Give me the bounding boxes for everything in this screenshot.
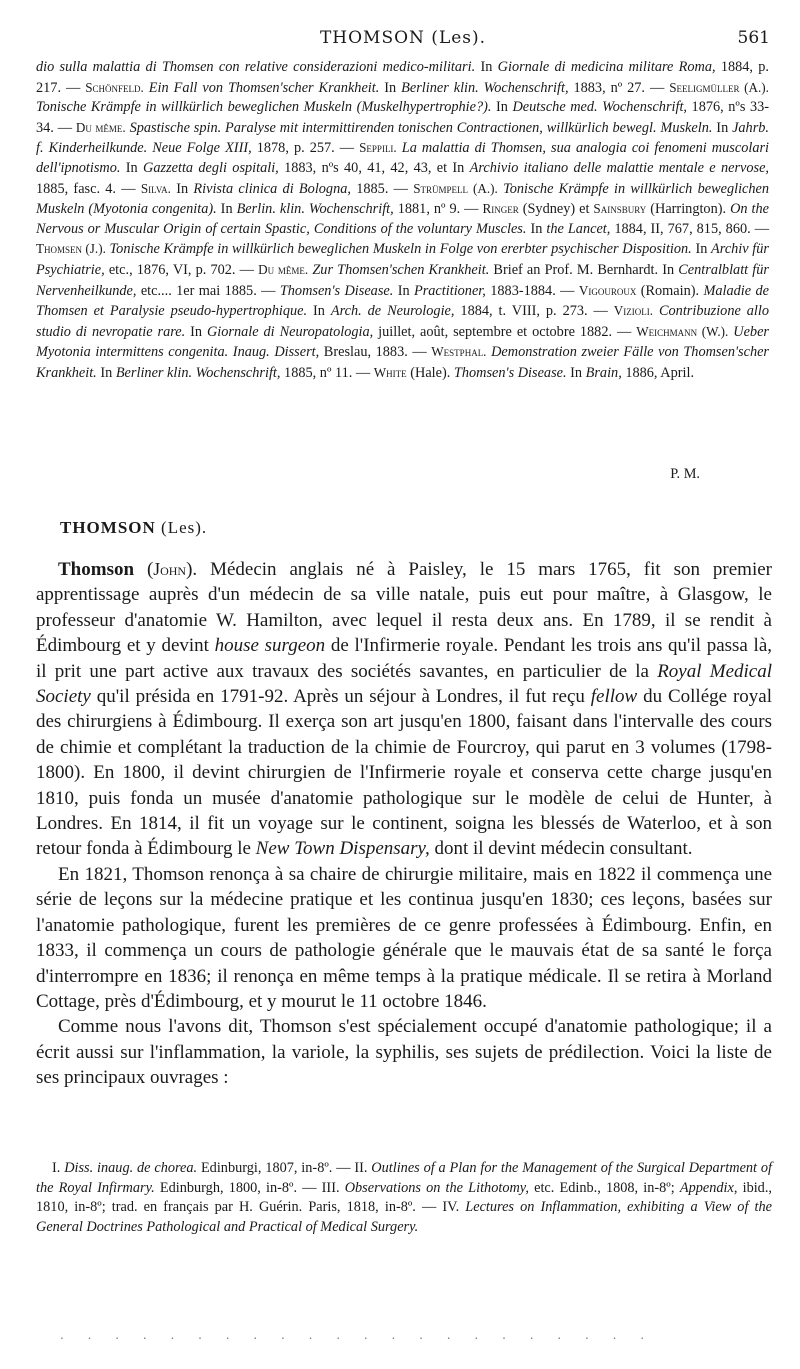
text-run: etc.... 1er mai 1885. — (136, 282, 280, 299)
biography-text (36, 557, 772, 1091)
italic-title: Tonische Krämpfe in willkürlich beweglichen Muskeln (Myotonia congenita). (36, 180, 770, 218)
works-paragraph (36, 1159, 772, 1237)
text-run: juillet, août, septembre et octobre 1882. — (373, 323, 637, 340)
text-run: qu'il présida en 1791-92. Après un séjour à Londres, il fut reçu (90, 686, 591, 708)
page-number: 561 (737, 28, 770, 48)
italic-title: the Lancet, (546, 220, 611, 237)
italic-title: Centralblatt für Nervenheilkunde, (36, 261, 769, 299)
text-run: 1883-1884. — (485, 282, 579, 299)
author-signature: P. M. (670, 466, 700, 482)
biography-paragraph (36, 862, 772, 1014)
italic-title: Giornale di medicina militare Roma, (497, 59, 716, 75)
italic-title: Rivista clinica di Bologna, (193, 180, 351, 197)
italic-title: Lectures on Inflammation, exhibiting a View of the General Doctrines Pathological and Practical of Medical Surgery. (36, 1199, 772, 1235)
italic-title: Contribuzione allo studio di nevropatie rare. (36, 303, 769, 340)
author-name: John (153, 559, 187, 579)
author-name: Ringer (482, 201, 519, 217)
text-run: ( (134, 559, 154, 580)
text-run: Brief an Prof. M. Bernhardt. In (489, 261, 679, 278)
author-name: Vigouroux (578, 282, 637, 298)
author-name: Seeligmüller (A.). (669, 79, 769, 95)
text-run: 1883, nº 27. — (568, 79, 670, 96)
running-head-title: THOMSON (Les). (319, 28, 487, 48)
text-run: 1885, fasc. 4. — (36, 180, 141, 197)
italic-title: Arch. de Neurologie, (330, 303, 455, 320)
author-name: White (373, 364, 407, 380)
text-run: (Romain). (636, 282, 704, 299)
text-run: In (120, 159, 144, 176)
text-run: (Sydney) et (518, 201, 594, 218)
text-run: In (170, 180, 194, 197)
text-run: 1876, nºs 33-34. — (36, 99, 770, 136)
text-run: (Harrington). (646, 201, 731, 218)
page-bottom-rule: . . . . . . . . . . . . . . . . . . . . . . (60, 1328, 655, 1342)
text-run: In (307, 303, 331, 320)
italic-title: La malattia di Thomsen, sua analogia coi fenomeni muscolari dell'ipnotismo. (36, 140, 769, 176)
italic-title: Observations on the Lithotomy, (344, 1179, 529, 1196)
italic-title: Giornale di Neuropatologia, (206, 323, 374, 340)
italic-title: Maladie de Thomsen et Paralysie pseudo-hypertrophique. (36, 282, 769, 320)
text-run: In (475, 59, 498, 75)
biography-paragraph (36, 1014, 772, 1090)
text-run: In (526, 220, 547, 237)
works-list (36, 1159, 772, 1237)
italic-title: Tonische Krämpfe in willkürlich beweglichen Muskeln in Folge von ererbter psychischer Disposition. (105, 241, 692, 258)
text-run: ). Médecin anglais né à Paisley, le 15 mars 1765, fit son premier apprentissage auprès d'un médecin de sa ville natale, puis eut pour maître, à Glasgow, le professeur d'anatomie W. Hamilton, avec lequel il resta deux ans. En 1789, il se rendit à Édimbourg et y devint (36, 559, 772, 657)
text-run: Edinburgh, 1800, in-8º. — III. (154, 1179, 345, 1196)
text-run: In (96, 364, 116, 381)
text-run: de l'Infirmerie royale. Pendant les trois ans qu'il passa là, il prit une part active aux travaux des sociétés savantes, en particulier de la (36, 635, 773, 682)
italic-title: house surgeon (214, 635, 326, 657)
italic-title: On the Nervous or Muscular Origin of certain Spastic, Conditions of the voluntary Muscles. (36, 201, 769, 237)
text-run: In (379, 79, 402, 96)
italic-title: Thomsen's Disease. (279, 282, 394, 299)
text-run: In (393, 282, 414, 299)
text-run: In (185, 323, 207, 340)
text-run: I. (52, 1160, 65, 1176)
text-run: 1883, nºs 40, 41, 42, 43, et In (278, 159, 470, 176)
italic-title: fellow (590, 686, 638, 708)
italic-title: Royal Medical Society (36, 660, 772, 708)
text-run: 1884, t. VIII, p. 273. — (454, 303, 614, 320)
italic-title: Berliner klin. Wochenschrift, (115, 364, 281, 381)
italic-title: Deutsche med. Wochenschrift, (512, 99, 687, 116)
text-run: etc., 1876, VI, p. 702. — (104, 261, 259, 278)
text-run: 1884, II, 767, 815, 860. — (610, 220, 770, 237)
italic-title: Thomsen's Disease. (453, 364, 567, 381)
italic-title: Diss. inaug. de chorea. (64, 1160, 198, 1176)
text-run: In (566, 364, 586, 381)
text-run: En 1821, Thomson renonça à sa chaire de chirurgie militaire, mais en 1822 il commença une série de leçons sur la médecine pratique et les continua jusqu'en 1830; ces leçons, basées sur l'anatomie pathologique, furent les premières de ce genre professées à Édimbourg. Enfin, en 1833, il commença un cours de pathologie générale que le mauvais état de sa santé le força d'interrompre en 1836; il renonça en même temps à la pratique médicale. Il se retira à Morland Cottage, près d'Édimbourg, et y mourut le 11 octobre 1846. (36, 863, 772, 1012)
italic-title: Tonische Krämpfe in willkürlich beweglichen Muskeln (Muskelhypertrophie?). (36, 99, 492, 116)
author-name: Schönfeld. (85, 79, 144, 95)
text-run: Edinburgi, 1807, in-8º. — II. (197, 1160, 372, 1176)
italic-title: Appendix, (679, 1179, 738, 1196)
italic-title: New Town Dispensary, (255, 838, 430, 860)
text-run: In (712, 119, 733, 136)
author-name: Du même. (75, 119, 126, 135)
italic-title: Jahrb. f. Kinderheilkunde. Neue Folge XIII, (36, 119, 769, 157)
text-run: In (491, 99, 513, 116)
italic-title: Gazzetta degli ospitali, (143, 159, 279, 176)
running-head (36, 28, 770, 52)
text-run: (Hale). (406, 364, 454, 381)
text-run: 1878, p. 257. — (251, 140, 360, 157)
section-heading (60, 518, 207, 538)
text-run: 1884, p. 217. — (36, 59, 769, 96)
italic-title: Brain, (585, 364, 622, 381)
text-run: ibid., 1810, in-8º; trad. en français par H. Guérin. Paris, 1818, in-8º. — IV. (36, 1179, 772, 1216)
author-name: Westphal. (431, 344, 487, 360)
italic-title: Archiv für Psychiatrie, (36, 241, 769, 278)
italic-title: Demonstration zweier Fälle von Thomsen'scher Krankheit. (36, 344, 769, 381)
bibliography-paragraph (36, 58, 769, 384)
section-heading-suffix: (Les). (155, 518, 208, 537)
text-run: Comme nous l'avons dit, Thomson s'est spécialement occupé d'anatomie pathologique; il a écrit aussi sur l'inflammation, la variole, la syphilis, ses sujets de prédilection. Voici la liste de ses principaux ouvrages : (36, 1016, 772, 1089)
author-name: Silva. (140, 180, 171, 196)
author-name: Sainsbury (593, 201, 647, 217)
italic-title: Ein Fall von Thomsen'scher Krankheit. (143, 79, 380, 96)
text-run: Breslau, 1883. — (319, 344, 432, 361)
text-run: In (216, 201, 237, 218)
text-run: 1886, April. (621, 364, 695, 381)
text-run: dont il devint médecin consultant. (429, 838, 693, 860)
text-run: 1885, nº 11. — (280, 364, 374, 381)
author-name: Weichmann (W.). (636, 323, 729, 339)
italic-title: Zur Thomsen'schen Krankheit. (308, 261, 490, 278)
italic-title: Berliner klin. Wochenschrift, (401, 79, 569, 96)
italic-title: Archivio italiano delle malattie mentale e nervose, (469, 159, 769, 176)
text-run: 1885. — (350, 180, 414, 197)
biography-paragraph (36, 557, 772, 862)
author-name: Vizioli. (613, 303, 654, 319)
italic-title: Ueber Myotonia intermittens congenita. Inaug. Dissert, (36, 323, 769, 361)
italic-title: Spastische spin. Paralyse mit intermittirenden tonischen Contractionen, willkürlich bewegl. Muskeln. (125, 119, 713, 136)
author-name: Seppili. (359, 140, 397, 156)
text-run: 1881, nº 9. — (393, 201, 483, 218)
entry-name: Thomson (58, 559, 135, 580)
author-name: Thomsen (J.). (36, 241, 106, 257)
author-name: Strümpell (A.). (413, 180, 498, 196)
text-run: etc. Edinb., 1808, in-8º; (528, 1179, 680, 1196)
italic-title: Berlin. klin. Wochenschrift, (236, 201, 394, 218)
italic-title: Practitioner, (413, 282, 486, 299)
author-name: Du même. (258, 261, 309, 277)
italic-title: dio sulla malattia di Thomsen con relative considerazioni medico-militari. (36, 59, 476, 75)
text-run: In (691, 241, 712, 258)
italic-title: Outlines of a Plan for the Management of the Surgical Department of the Royal Infirmary. (36, 1160, 772, 1196)
section-heading-name: THOMSON (60, 518, 156, 537)
text-run: du Collége royal des chirurgiens à Édimbourg. Il exerça son art jusqu'en 1800, faisant dans l'intervalle des cours de chimie et complétant la traduction de la chimie de Fourcroy, qui parut en 3 volumes (1798-1800). En 1800, il devint chirurgien de l'Infirmerie royale et conserva cette charge jusqu'en 1810, puis fonda un musée d'anatomie pathologique sur le modèle de celui de Hunter, à Londres. En 1814, il fit un voyage sur le continent, soigna les blessés de Waterloo, et à son retour fonda à Édimbourg le (36, 686, 773, 860)
